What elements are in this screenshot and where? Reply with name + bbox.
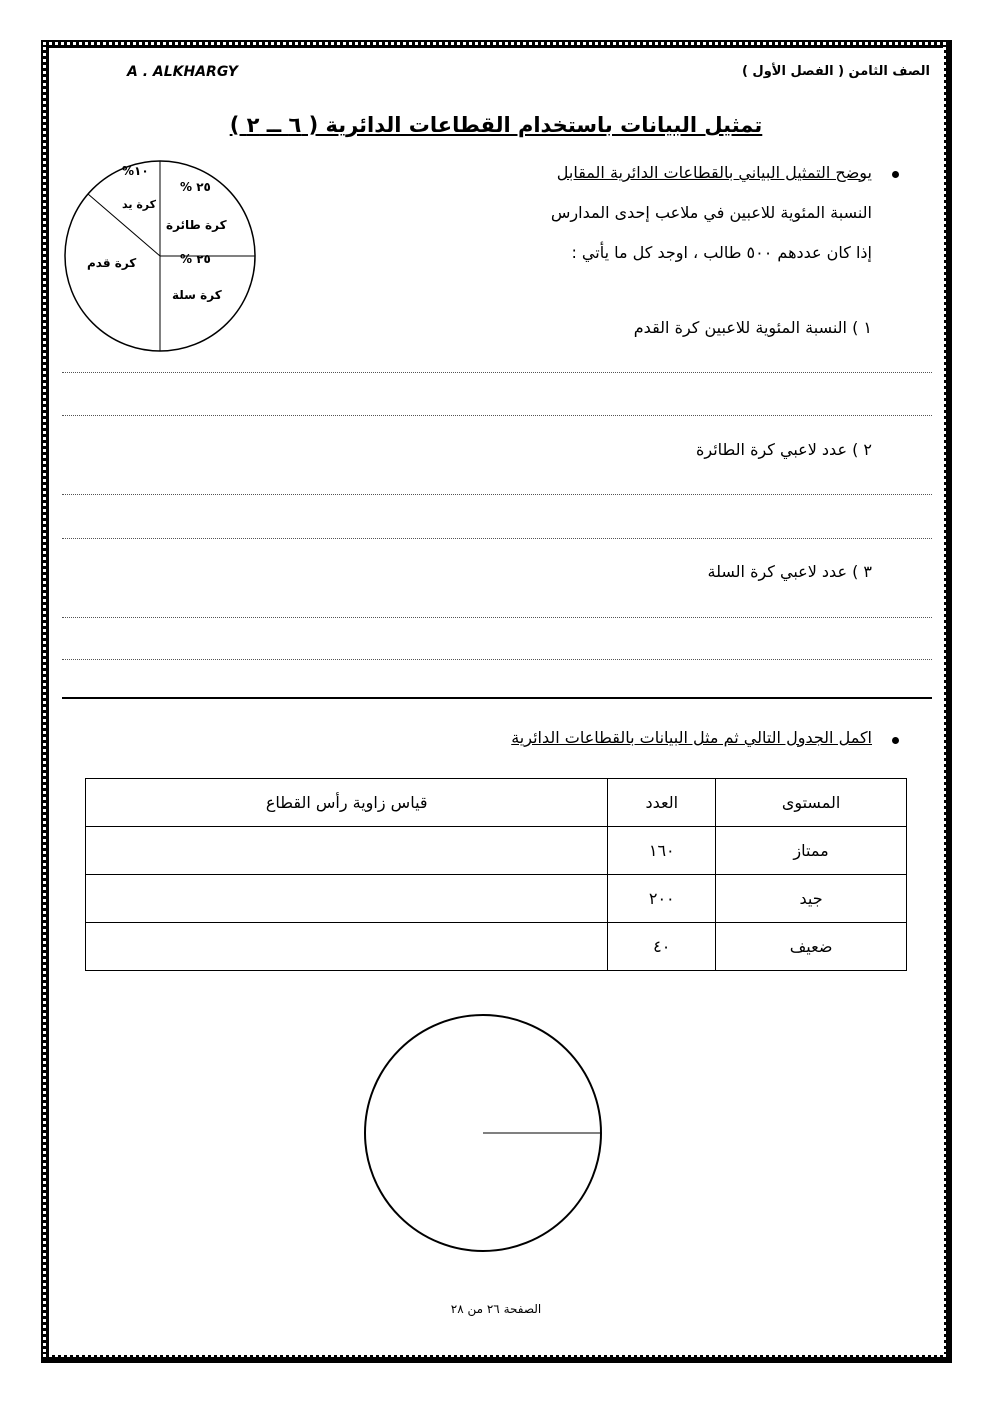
question-3: ٣ ) عدد لاعبي كرة السلة <box>707 562 872 581</box>
pie-volleyball-label: كرة طائرة <box>166 218 227 232</box>
answer-line <box>62 415 932 416</box>
answer-line <box>62 659 932 660</box>
table-header: المستوى <box>716 779 907 827</box>
table-cell-empty[interactable] <box>86 923 608 971</box>
page-title: تمثيل البيانات باستخدام القطاعات الدائرية ( ٦ ــ ٢ ) <box>229 113 763 137</box>
pie-football-label: كرة قدم <box>87 256 137 270</box>
table-cell: ٢٠٠ <box>608 875 716 923</box>
table-cell: جيد <box>716 875 907 923</box>
answer-line <box>62 617 932 618</box>
pie-handball-label: كرة يد <box>122 198 157 211</box>
table-row <box>86 875 907 923</box>
blank-pie-circle <box>360 1010 610 1260</box>
pie-basketball-label: كرة سلة <box>172 288 222 302</box>
section2-heading: اكمل الجدول التالي ثم مثل البيانات بالقطاعات الدائرية <box>511 728 872 747</box>
answer-line <box>62 538 932 539</box>
page-number: الصفحة ٢٦ من ٢٨ <box>450 1302 542 1316</box>
section1-line3: إذا كان عددهم ٥٠٠ طالب ، اوجد كل ما يأتي : <box>571 243 872 262</box>
bullet-icon <box>892 737 899 744</box>
table-cell-empty[interactable] <box>86 827 608 875</box>
question-1: ١ ) النسبة المئوية للاعبين كرة القدم <box>633 318 872 337</box>
question-2: ٢ ) عدد لاعبي كرة الطائرة <box>696 440 872 459</box>
table-row <box>86 923 907 971</box>
table-cell: ممتاز <box>716 827 907 875</box>
pie-handball-percent: ١٠% <box>122 164 149 178</box>
table-cell-empty[interactable] <box>86 875 608 923</box>
table-row <box>86 827 907 875</box>
pie-basketball-percent: ٢٥ % <box>180 252 211 266</box>
table-cell: ١٦٠ <box>608 827 716 875</box>
table-cell: ٤٠ <box>608 923 716 971</box>
answer-line <box>62 372 932 373</box>
table-header: العدد <box>608 779 716 827</box>
section1-line2: النسبة المئوية للاعبين في ملاعب إحدى المدارس <box>550 203 872 222</box>
pie-volleyball-percent: ٢٥ % <box>180 180 211 194</box>
section-divider <box>62 697 932 699</box>
section1-heading: يوضح التمثيل البياني بالقطاعات الدائرية المقابل <box>556 163 872 182</box>
bullet-icon <box>892 171 899 178</box>
table-cell: ضعيف <box>716 923 907 971</box>
table-header-row <box>86 779 907 827</box>
table-header: قياس زاوية رأس القطاع <box>86 779 608 827</box>
data-table <box>85 778 907 971</box>
author-header: A . ALKHARGY <box>127 64 238 80</box>
answer-line <box>62 494 932 495</box>
grade-header: الصف الثامن ( الفصل الأول ) <box>741 64 930 79</box>
